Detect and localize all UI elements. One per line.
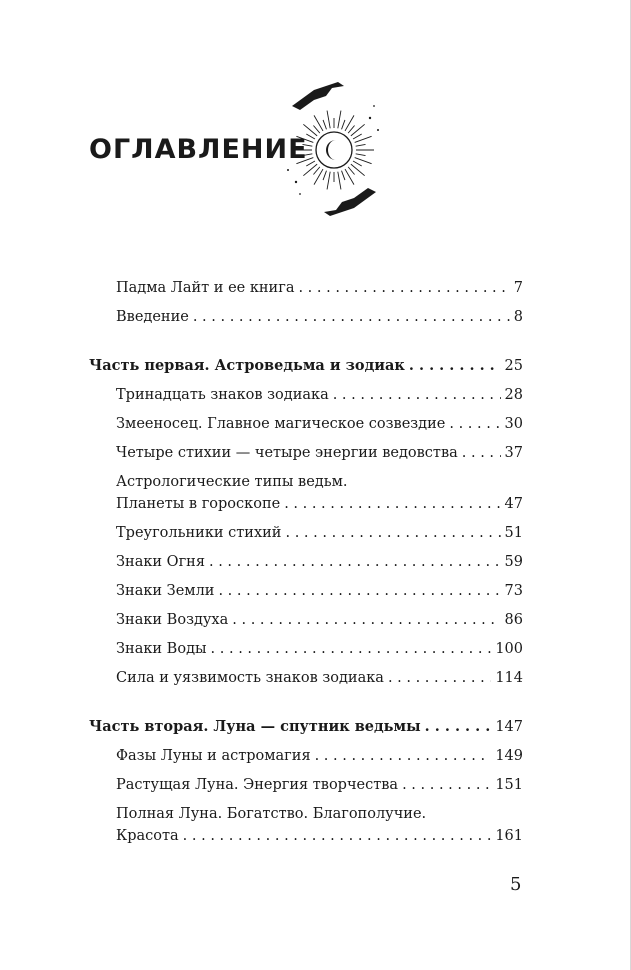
toc-entry-title: Знаки Воздуха — [116, 612, 229, 628]
toc-page-number: 8 — [513, 309, 523, 325]
toc-page-number: 25 — [504, 358, 523, 374]
toc-page-number: 28 — [504, 387, 523, 403]
toc-page-number: 100 — [495, 641, 523, 657]
moon-hands-emblem-icon — [278, 82, 390, 216]
dot-leader — [409, 355, 501, 377]
page-number: 5 — [510, 874, 522, 895]
toc-page-number: 147 — [495, 719, 523, 735]
toc-entry-title: Знаки Воды — [116, 641, 207, 657]
toc-entry-title: Знаки Огня — [116, 554, 205, 570]
toc-entry[interactable] — [89, 442, 523, 464]
toc-entry-title: Знаки Земли — [116, 583, 215, 599]
dot-leader — [425, 716, 492, 738]
toc-entry-title: Полная Луна. Богатство. Благополучие. — [116, 806, 427, 822]
dot-leader — [193, 306, 510, 328]
toc-page-number: 30 — [504, 416, 523, 432]
toc-entry-title: Красота — [116, 828, 179, 844]
toc-entry-title: Часть вторая. Луна — спутник ведьмы — [89, 718, 421, 735]
dot-leader — [285, 522, 500, 544]
dot-leader — [211, 638, 492, 660]
toc-entry-title: Планеты в гороскопе — [116, 496, 281, 512]
toc-page-number: 37 — [504, 445, 523, 461]
toc-part-entry[interactable] — [89, 355, 523, 377]
dot-leader — [402, 774, 491, 796]
dot-leader — [315, 745, 492, 767]
toc-entry[interactable] — [89, 745, 523, 767]
toc-page-number: 86 — [504, 612, 523, 628]
dot-leader — [298, 277, 509, 299]
toc-page-number: 149 — [495, 748, 523, 764]
toc-entry[interactable] — [89, 413, 523, 435]
toc-entry-title: Часть первая. Астроведьма и зодиак — [89, 357, 405, 374]
toc-page-number: 51 — [504, 525, 523, 541]
toc-entry[interactable] — [89, 277, 523, 299]
dot-leader — [449, 413, 500, 435]
toc-entry[interactable] — [89, 306, 523, 328]
toc-entry[interactable] — [89, 580, 523, 602]
dot-leader — [183, 825, 492, 847]
dot-leader — [284, 493, 500, 515]
toc-entry-title: Астрологические типы ведьм. — [116, 474, 348, 490]
toc-entry[interactable] — [89, 551, 523, 573]
table-of-contents — [89, 270, 523, 847]
toc-part-entry[interactable] — [89, 716, 523, 738]
dot-leader — [218, 580, 500, 602]
toc-entry[interactable] — [89, 609, 523, 631]
toc-entry[interactable] — [89, 384, 523, 406]
toc-entry[interactable] — [89, 667, 523, 689]
toc-page-number: 73 — [504, 583, 523, 599]
toc-page-number: 59 — [504, 554, 523, 570]
section-gap — [89, 689, 523, 709]
toc-entry-title: Фазы Луны и астромагия — [116, 748, 311, 764]
toc-entry[interactable] — [89, 522, 523, 544]
dot-leader — [232, 609, 500, 631]
toc-page-number: 7 — [513, 280, 523, 296]
toc-entry-title: Растущая Луна. Энергия творчества — [116, 777, 399, 793]
toc-page-number: 47 — [504, 496, 523, 512]
toc-entry[interactable] — [89, 471, 523, 515]
section-gap — [89, 328, 523, 348]
toc-entry-title: Тринадцать знаков зодиака — [116, 387, 329, 403]
toc-entry-title: Змееносец. Главное магическое созвездие — [116, 416, 446, 432]
toc-page-number: 161 — [495, 828, 523, 844]
toc-entry-title: Сила и уязвимость знаков зодиака — [116, 670, 384, 686]
page-title: ОГЛАВЛЕНИЕ — [89, 134, 308, 165]
toc-entry-title: Введение — [116, 309, 189, 325]
dot-leader — [462, 442, 501, 464]
toc-entry[interactable] — [89, 638, 523, 660]
toc-entry-title: Падма Лайт и ее книга — [116, 280, 295, 296]
toc-entry[interactable] — [89, 774, 523, 796]
toc-entry-title: Треугольники стихий — [116, 525, 282, 541]
dot-leader — [209, 551, 501, 573]
toc-entry-title: Четыре стихии — четыре энергии ведовства — [116, 445, 458, 461]
dot-leader — [333, 384, 501, 406]
dot-leader — [388, 667, 491, 689]
toc-page-number: 151 — [495, 777, 523, 793]
toc-entry[interactable] — [89, 803, 523, 847]
toc-page-number: 114 — [495, 670, 523, 686]
